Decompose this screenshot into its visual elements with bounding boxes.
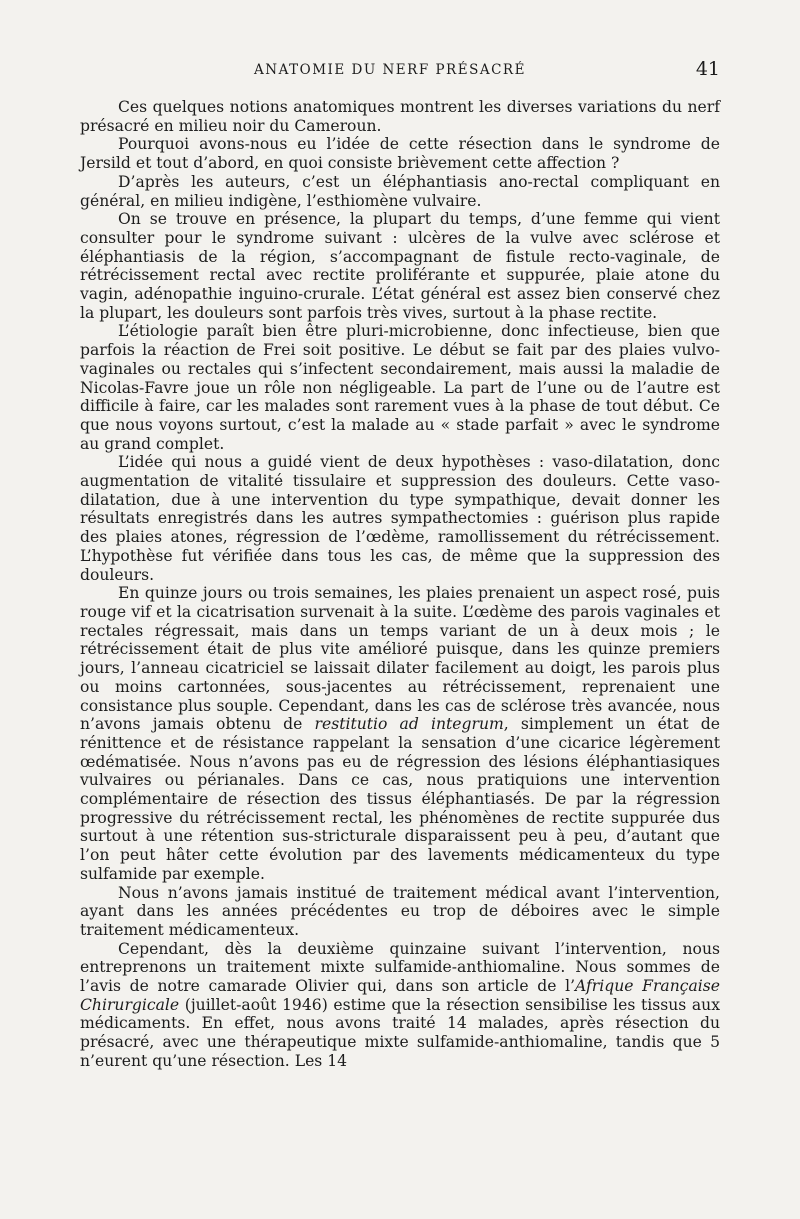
running-head [80, 58, 720, 82]
paragraph-3: D’après les auteurs, c’est un éléphantiasis ano-rectal compliquant en général, en milieu indigène, l’esthiomène vulvaire. [80, 172, 720, 210]
running-title: ANATOMIE DU NERF PRÉSACRÉ [254, 62, 526, 78]
page-number: 41 [695, 58, 720, 80]
paragraph-7 [80, 584, 720, 883]
paragraph-1: Ces quelques notions anatomiques montrent les diverses variations du nerf présacré en milieu noir du Cameroun. [80, 98, 720, 135]
paragraph-4: On se trouve en présence, la plupart du temps, d’une femme qui vient consulter pour le syndrome suivant : ulcères de la vulve avec sclérose et éléphantiasis de la région, s’accompagnant de fistule recto-vaginale, de rétrécissement rectal avec rectite proliférante et suppurée, plaie atone du vagin, adénopathie inguino-crurale. L’état général est assez bien conservé chez la plupart, les douleurs sont parfois très vives, surtout à la phase rectite. [80, 210, 720, 322]
paragraph-9 [80, 940, 720, 1071]
latin-phrase: restitutio ad integrum [314, 715, 504, 734]
paragraph-6: L’idée qui nous a guidé vient de deux hypothèses : vaso-dilatation, donc augmentation de vitalité tissulaire et suppression des douleurs. Cette vaso-dilatation, due à une intervention du type sympathique, devait donner les résultats enregistrés dans les autres sympathectomies : guérison plus rapide des plaies atones, régression de l’œdème, ramollissement du rétrécissement. L’hypothèse fut vérifiée dans tous les cas, de même que la suppression des douleurs. [80, 453, 720, 584]
journal-title: Afrique Française Chirurgicale [80, 977, 720, 1014]
paragraph-7-end: , simplement un état de rénittence et de résistance rappelant la sensation d’une cicarice légèrement œdématisée. Nous n’avons pas eu de régression des lésions éléphantiasiques vulvaires ou périanales. Dans ce cas, nous pratiquions une intervention complémentaire de résection des tissus éléphantiasés. De par la régression progressive du rétrécissement rectal, les phénomènes de rectite suppurée dus surtout à une rétention sus-stricturale disparaissent peu à peu, d’autant que l’on peut hâter cette évolution par des lavements médicamenteux du type sulfamide par exemple. [80, 715, 720, 883]
paragraph-5: L’étiologie paraît bien être pluri-microbienne, donc infectieuse, bien que parfois la réaction de Frei soit positive. Le début se fait par des plaies vulvo-vaginales ou rectales qui s’infectent secondairement, mais aussi la maladie de Nicolas-Favre joue un rôle non négligeable. La part de l’une ou de l’autre est difficile à faire, car les malades sont rarement vues à la phase de tout début. Ce que nous voyons surtout, c’est la malade au « stade parfait » avec le syndrome au grand complet. [80, 322, 720, 453]
paragraph-9-end: (juillet-août 1946) estime que la résection sensibilise les tissus aux médicaments. En effet, nous avons traité 14 malades, après résection du présacré, avec une thérapeutique mixte sulfamide-anthiomaline, tandis que 5 n’eurent qu’une résection. Les 14 [80, 995, 720, 1070]
paragraph-8: Nous n’avons jamais institué de traitement médical avant l’intervention, ayant dans les années précédentes eu trop de déboires avec le simple traitement médicamenteux. [80, 883, 720, 939]
paragraph-7-start: En quinze jours ou trois semaines, les plaies prenaient un aspect rosé, puis rouge vif et la cicatrisation survenait à la suite. L’œdème des parois vaginales et rectales régressait, mais dans un temps variant de un à deux mois ; le rétrécissement était de plus vite amélioré puisque, dans les quinze premiers jours, l’anneau cicatriciel se laissait dilater facilement au doigt, les parois plus ou moins cartonnées, sous-jacentes au rétrécissement, reprenaient une consistance plus souple. Cependant, dans les cas de sclérose très avancée, nous n’avons jamais obtenu de [80, 584, 720, 734]
paragraph-2: Pourquoi avons-nous eu l’idée de cette résection dans le syndrome de Jersild et tout d’abord, en quoi consiste brièvement cette affection ? [80, 135, 720, 173]
paragraph-9-start: Cependant, dès la deuxième quinzaine suivant l’intervention, nous entreprenons un traitement mixte sulfamide-anthiomaline. Nous sommes de l’avis de notre camarade Olivier qui, dans son article de l’ [80, 939, 720, 996]
body-text [80, 98, 720, 1071]
